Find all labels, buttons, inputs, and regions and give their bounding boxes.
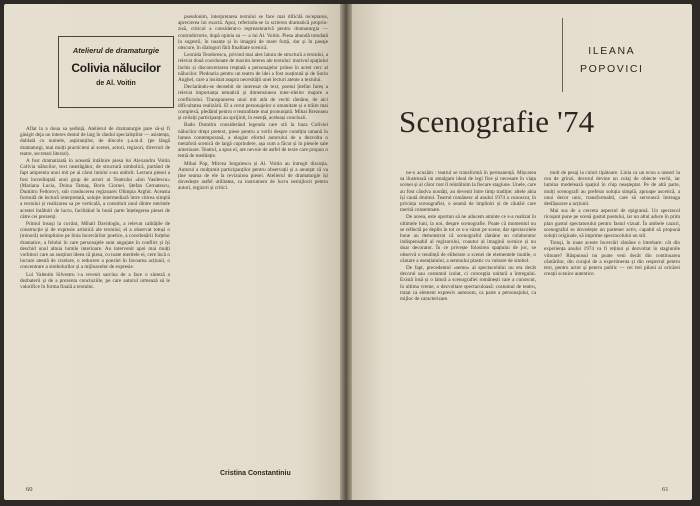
right-column-2 — [544, 170, 680, 488]
author-divider — [562, 18, 563, 92]
right-page — [352, 4, 692, 500]
paragraph: Leonida Teodorescu, privind mai ales latura de structură a textului, a relevat două coordonate de maxim interes ale textului: motivul spațiului închis și disconcertarea treptată a personajelor prinse în acest cerc al nălucilor. Pledoaria pentru un teatru de idei a fost susținută și de Sorin Anghel, care a insistat asupra necesității unei lecturi atente a textului. — [178, 52, 328, 84]
paragraph: Primul însuși la cuvânt, Mihail Davidoglu, a relevat calitățile de construcție și de expresie artistică ale textului; el a observat totuși o (minoră) neîmplinire pe linia încercărilor poetice, a coordonării forțelor dramatice, a felului în care personajele sunt angajate în conflict și își deschid unul altuia lumile interioare. Au intervenit apoi mai mulți vorbitori care au susținut ideea că piesa, cu toate meritele ei, cere încă o lucrare atentă de cizelare, o reducere a poeziei în favoarea acțiunii, o concentrare a simbolurilor și a mijloacelor de expresie. — [20, 221, 170, 271]
right-column-1 — [400, 170, 536, 488]
author-first-name: ILEANA — [588, 45, 636, 57]
paragraph: Aflat la a doua sa ședință, Atelierul de dramaturgie pare să-și fi găsigit deja un interes destul de larg în rândul specialiștilor — asistența, dublată cu numele, aspiranților, de dincolo ș.a.m.d. (pe lângă dramaturgi, mai mulți practicieni ai scenei, actori, regizori, directori de teatre, secretari literari). — [20, 126, 170, 157]
paragraph: Radu Dumitru considerând legenda care stă la baza Coliviei nălucilor drept pretext, piese pentru a vorbi despre condiția umană în lumea contemporană, a elogiat efortul autorului de a dezvolta o metaforă scenică de largă cuprindere, așa cum a făcut și în piesele sale anterioare. Teatrul, a spus el, are nevoie de astfel de texte care propun o temă de meditație. — [178, 122, 328, 160]
paragraph: pseudonim, interpretarea textului se face mai dificilă receptarea, aprecierea lui exactă. Apoi, referindu-se la scrierea dramatică propriu-zisă, criticul a considerat-o reprezentativă pentru dramaturgia — contradictorie, după opinia sa — a lui Al. Voitin. Piesa abundă totodată în sugestii, în nuanțe și în imagini de mare forță, dar și în pasaje obscure, în dialoguri fără finalitate scenică. — [178, 14, 328, 52]
paragraph: Lui Valentin Silvestru i-a revenit sarcina de a face o sinteză a dezbaterii și de a prezenta concluziile, pe care autorul urmează să le valorifice în forma finală a textului. — [20, 271, 170, 291]
author-name — [580, 42, 644, 78]
page-number-left: 60 — [26, 486, 33, 493]
left-column-1 — [20, 126, 170, 488]
paragraph: De aceea, este oportun să ne aducem aminte ce s-a realizat în ultimele luni, la noi, despre scenografie. Poate că momentul nu se reflectă pe deplin în tot ce s-a văzut pe scene, dar spectacolele bune au demonstrat că scenograful rămâne un colaborator indispensabil al regizorului, coautor al imaginii scenice și nu doar decorator. În ce privește folosirea spațiului de joc, se observă o tendință de eliberare a scenei de elementele inutile, o căutare a esențialului, a semnului plastic cu valoare de simbol. — [400, 214, 536, 264]
paragraph: Mihai Pop, Mircea Iorgulescu și Al. Voitin au întregit discuția. Autorul a mulțumit participanților pentru observații și a anunțat că va ține seama de ele la revizuirea piesei. Atelierul de dramaturgie își dovedește astfel utilitatea, ca instrument de lucru nemijlocit pentru autori, regizori și critici. — [178, 160, 328, 192]
paragraph: Totuși, în toate aceste încercări rămâne o întrebare: cât din experiența anului 1974 va fi reținut și dezvoltat în stagiunile viitoare? Răspunsul nu poate veni decât din continuarea căutărilor, din curajul de a experimenta și din respectul pentru text, pentru actor și pentru public — cei trei piloni ai oricărei creații scenice autentice. — [544, 240, 680, 278]
paragraph: De fapt, precedentul «semn» al spectacolului nu era decât decorul sau costumul izolat, ci concepția unitară a întregului. Există însă și o latură a scenografiei românești care a cunoscut, în ultima vreme, o dezvoltare spectaculoasă: costumul de teatru, tratat ca element expresiv autonom, ca parte a personajului, ca mijloc de caracterizare. — [400, 265, 536, 303]
paragraph: Mai sus de a cerceta aspectul de epigramă. Un spectacol ricoșant pune pe scenă gustul poetului, iar un altul aduce în prim plan gustul spectatorului pentru fastul vizual. În ambele cazuri, scenograful se dovedește un partener activ, capabil să propună soluții originale, să imprime spectacolului un stil. — [544, 208, 680, 240]
paragraph: A fost dramatizată în această întâlnire piesa lui Alexandru Voitin Colivia nălucilor, text neatrăgător, de structură simbolică, purtând de fapt amprenta unui mit pe ai cărui lumini s-au umbrit. Lectura piesei a fost încredințată unui grup de actori ai Teatrului «Ion Vasilescu» (Mariana Lucia, Doina Tamaș, Boris Ciornei, Ștefan Cernatescu, Dumitru Fedorov), sub conducerea regizoarei Olimpia Arghir. Aceasta formulă de lectură interpretată, soluție intermediară între citirea simplă a textului și realizarea sa pe verticală, a constituit unul dintre meritele acestei întâlniri de lucru, facilitând în bună parte înțelegerea piesei de către cei prezenți. — [20, 158, 170, 220]
left-page — [4, 4, 340, 500]
paragraph: mult de pesaj la culori tipătoare. Linia ca un ecou a uneori la cea de grinzi, decorul devine un colaj de obiecte vechi, iar lumina modelează spațiul în chip neașteptat. Pe de altă parte, mulți scenografi au preferat soluția simplă, aproape ascetică, a unui decor unic, transformabil, care să servească întreaga desfășurare a acțiunii. — [544, 170, 680, 208]
article-title: Scenografie '74 — [399, 104, 595, 139]
article-title: Colivia nălucilor — [71, 61, 161, 75]
rubric-heading: Atelierul de dramaturgie — [72, 46, 160, 55]
page-number-right: 61 — [662, 486, 669, 493]
article-byline: de Al. Voitin — [96, 80, 136, 87]
author-last-name: POPOVICI — [580, 63, 644, 75]
paragraph: ne-o acuzăm : teatrul se transformă în permanență. Mișcarea sa ilustrează un amalgam ideal de legi fixe și necesare în viața scenei și al căror rost îl reîntâlnim la fiecare stagiune. Unele, care au fost cândva noutăți, au devenit între timp tradiție; altele abia își caută drumul. Teatrul românesc al anului 1974 a cunoscut, în privința scenografiei, o seamă de împliniri și de căutări care merită consemnate. — [400, 170, 536, 214]
article-signature: Cristina Constantiniu — [220, 470, 291, 477]
book-gutter — [340, 4, 352, 500]
left-column-2 — [178, 14, 328, 464]
paragraph: Declarându-se deosebit de interesat de text, poetul Ștefan Iureș a relevat importanța tematică și dimensiunea inter-ideilor majore a conflictului. Transpunerea unui mit atât de vechi rămâne, de aici dificultatea realizării. El a cerut personajelor o umanitate și o trăire mai complexă, pledând pentru o teatralitate mai pronunțată. Mihai Brezeanu și ceilalți participanți au sprijinit, în esență, aceleași concluzii. — [178, 84, 328, 122]
article-title-box — [58, 36, 174, 108]
